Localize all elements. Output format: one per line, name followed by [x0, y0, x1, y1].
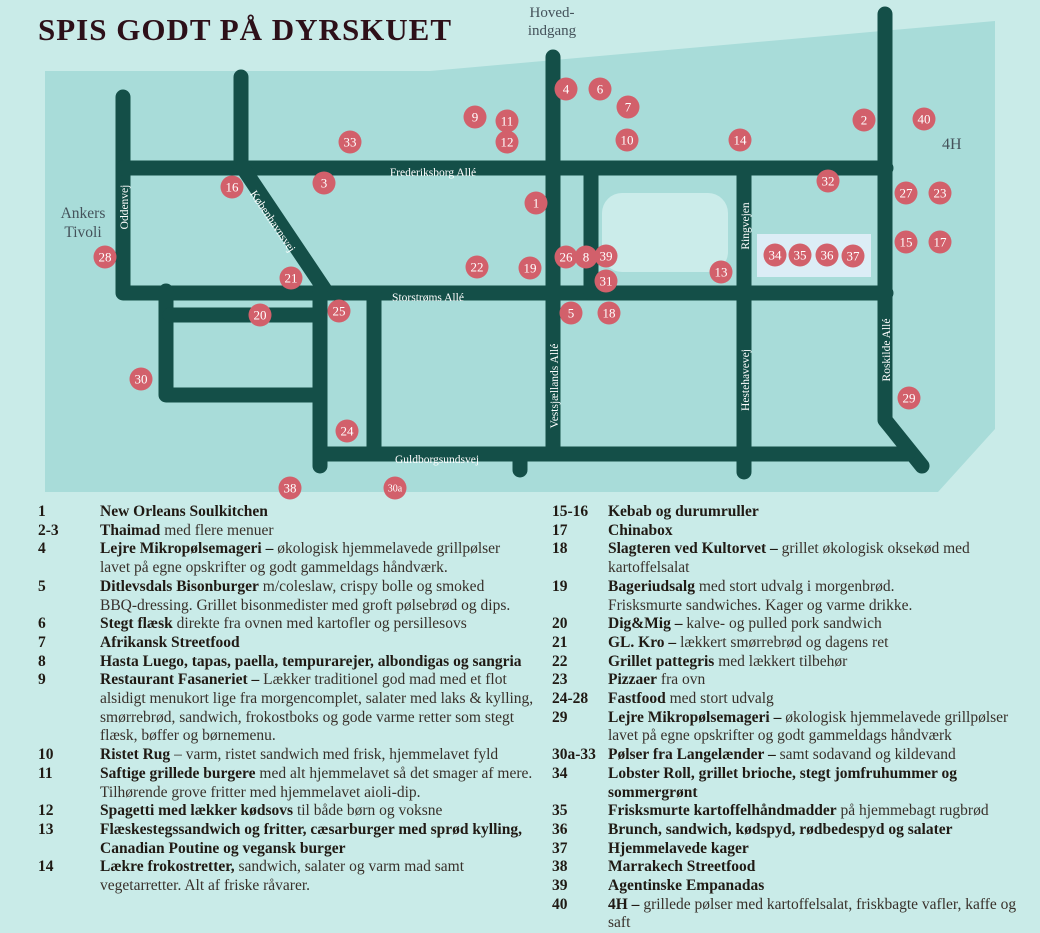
legend-text: Marrakech Streetfood: [608, 858, 756, 876]
legend-number: 13: [38, 820, 54, 838]
legend-row-1: [38, 503, 543, 522]
legend-column-left: [38, 503, 543, 896]
map-marker-23: [929, 182, 952, 205]
legend-row-24-28: [552, 690, 1030, 709]
marker-number: 5: [567, 305, 575, 321]
marker-number: 2: [860, 112, 868, 128]
legend-number: 14: [38, 858, 54, 876]
legend-text: Ristet Rug – varm, ristet sandwich med frisk, hjemmelavet fyld: [100, 746, 499, 764]
legend-number: 22: [552, 652, 568, 670]
marker-number: 12: [500, 134, 514, 150]
map-marker-16: [221, 176, 244, 199]
marker-number: 20: [253, 307, 267, 323]
map-marker-20: [249, 304, 272, 327]
legend-row-19: [552, 578, 1030, 615]
legend-number: 18: [552, 540, 568, 558]
map-marker-29: [898, 387, 921, 410]
legend-text: Kebab og durumruller: [608, 503, 759, 520]
legend-text: Lækre frokostretter, sandwich, salater og varm mad samt vegetarretter. Alt af friske råvarer.: [100, 858, 465, 895]
legend-row-7: [38, 634, 543, 653]
marker-number: 1: [532, 195, 540, 211]
marker-number: 32: [821, 173, 835, 189]
map-marker-12: [496, 131, 519, 154]
street-label-guldborgsundsvej: Guldborgsundsvej: [394, 454, 480, 467]
legend-row-29: [552, 709, 1030, 746]
marker-number: 11: [500, 113, 514, 129]
marker-number: 27: [899, 185, 913, 201]
legend-text: Slagteren ved Kultorvet – grillet økologisk oksekød med kartoffelsalat: [608, 540, 970, 577]
map-marker-8: [575, 246, 598, 269]
legend-text: Bageriudsalg med stort udvalg i morgenbrød. Frisksmurte sandwiches. Kager og varme drikke.: [608, 577, 913, 614]
legend-row-22: [552, 653, 1030, 672]
legend-number: 15-16: [552, 503, 589, 520]
marker-number: 4: [562, 81, 570, 97]
marker-number: 17: [933, 234, 947, 250]
map-marker-39: [595, 245, 618, 268]
legend-row-21: [552, 634, 1030, 653]
legend-number: 37: [552, 839, 568, 857]
marker-number: 6: [596, 81, 604, 97]
ankers-tivoli-label: [40, 204, 126, 242]
legend-number: 17: [552, 521, 568, 539]
legend-text: Stegt flæsk direkte fra ovnen med kartofler og persillesovs: [100, 615, 467, 633]
legend-number: 1: [38, 503, 46, 520]
marker-number: 35: [793, 247, 807, 263]
legend-row-17: [552, 522, 1030, 541]
legend-row-10: [38, 746, 543, 765]
map-marker-36: [816, 244, 839, 267]
map-marker-7: [617, 96, 640, 119]
marker-number: 8: [582, 249, 590, 265]
legend-number: 24-28: [552, 690, 589, 708]
marker-number: 39: [599, 248, 613, 264]
legend-number: 23: [552, 671, 568, 689]
legend-text: Brunch, sandwich, kødspyd, rødbedespyd og salater: [608, 820, 953, 838]
legend-text: Ditlevsdals Bisonburger m/coleslaw, crispy bolle og smoked BBQ-dressing. Grillet bisonmedister med groft pølsebrød og dips.: [100, 577, 511, 614]
legend-number: 5: [38, 577, 46, 595]
main-entrance-line1: Hoved-: [529, 5, 575, 21]
legend-number: 38: [552, 858, 568, 876]
marker-number: 10: [620, 132, 634, 148]
legend-number: 34: [552, 764, 568, 782]
marker-number: 26: [559, 249, 573, 265]
legend-text: Pizzaer fra ovn: [608, 671, 706, 689]
marker-number: 22: [470, 259, 484, 275]
street-label-vestsj-llands-all: Vestsjællands Allé: [549, 343, 562, 429]
legend-text: Afrikansk Streetfood: [100, 633, 240, 651]
map-marker-31: [595, 270, 618, 293]
street-label-k-benhavnsvej: Københavnsvej: [247, 188, 298, 255]
legend-number: 12: [38, 802, 54, 820]
ankers-tivoli-line1: Ankers: [60, 205, 106, 222]
marker-number: 9: [471, 109, 479, 125]
map-marker-35: [789, 244, 812, 267]
marker-number: 7: [624, 99, 632, 115]
marker-number: 19: [523, 260, 537, 276]
marker-number: 37: [846, 248, 860, 264]
marker-number: 25: [332, 303, 346, 319]
map-marker-32: [817, 170, 840, 193]
legend-row-34: [552, 765, 1030, 802]
legend-row-13: [38, 821, 543, 858]
marker-number: 21: [284, 270, 298, 286]
legend-number: 6: [38, 615, 46, 633]
street-label-oddenvej: Oddenvej: [119, 184, 132, 230]
legend-number: 36: [552, 820, 568, 838]
marker-number: 30a: [387, 483, 403, 495]
page-title: SPIS GODT PÅ DYRSKUET: [38, 12, 453, 47]
legend-row-4: [38, 540, 543, 577]
map-marker-9: [464, 106, 487, 129]
legend-number: 19: [552, 577, 568, 595]
map-marker-14: [729, 129, 752, 152]
map-marker-37: [842, 245, 865, 268]
legend-text: 4H – grillede pølser med kartoffelsalat, friskbagte vafler, kaffe og saft: [608, 895, 1017, 932]
legend-number: 40: [552, 895, 568, 913]
legend-text: Spagetti med lækker kødsovs til både børn og voksne: [100, 802, 443, 820]
legend-row-18: [552, 540, 1030, 577]
map-marker-4: [555, 78, 578, 101]
legend-text: Frisksmurte kartoffelhåndmadder på hjemmebagt rugbrød: [608, 802, 989, 820]
legend-row-14: [38, 858, 543, 895]
map-marker-26: [555, 246, 578, 269]
legend-number: 2-3: [38, 521, 59, 539]
legend-row-37: [552, 840, 1030, 859]
legend-row-8: [38, 653, 543, 672]
legend-row-9: [38, 671, 543, 746]
legend-row-5: [38, 578, 543, 615]
legend-text: GL. Kro – lækkert smørrebrød og dagens ret: [608, 633, 889, 651]
legend-row-40: [552, 896, 1030, 933]
legend-row-12: [38, 802, 543, 821]
marker-number: 15: [899, 234, 913, 250]
legend-number: 29: [552, 708, 568, 726]
map-marker-18: [598, 302, 621, 325]
legend-text: Dig&Mig – kalve- og pulled pork sandwich: [608, 615, 882, 633]
legend-number: 35: [552, 802, 568, 820]
street-label-storstr-ms-all: Storstrøms Allé: [392, 292, 464, 305]
main-entrance-line2: indgang: [527, 23, 577, 39]
legend-text: Pølser fra Langelænder – samt sodavand og kildevand: [608, 746, 956, 764]
legend-row-23: [552, 671, 1030, 690]
legend-number: 9: [38, 671, 46, 689]
legend-row-39: [552, 877, 1030, 896]
map-marker-13: [710, 261, 733, 284]
legend-text: Fastfood med stort udvalg: [608, 690, 774, 708]
marker-number: 16: [225, 179, 239, 195]
marker-number: 31: [599, 273, 613, 289]
marker-number: 40: [917, 111, 931, 127]
marker-number: 18: [602, 305, 616, 321]
map-marker-30: [130, 368, 153, 391]
legend-number: 10: [38, 746, 54, 764]
legend-text: Lejre Mikropølsemageri – økologisk hjemmelavede grillpølser lavet på egne opskrifter og godt gammeldags håndværk.: [100, 540, 501, 577]
legend-number: 8: [38, 652, 46, 670]
map-marker-34: [764, 244, 787, 267]
marker-number: 14: [733, 132, 747, 148]
map-marker-38: [279, 477, 302, 500]
legend-text: Agentinske Empanadas: [608, 877, 765, 895]
legend-number: 21: [552, 633, 568, 651]
lake: [599, 193, 728, 272]
map-marker-21: [280, 267, 303, 290]
marker-number: 28: [98, 249, 112, 265]
marker-number: 3: [320, 175, 328, 191]
legend-text: Grillet pattegris med lækkert tilbehør: [608, 652, 848, 670]
legend-text: Restaurant Fasaneriet – Lækker traditionel god mad med et flot alsidigt menukort lige fra morgencomplet, salater med laks & kylling, smørrebrød, sandwich, frokostboks og gode varme retter som stegt flæsk, bøffer og børnemenu.: [100, 671, 534, 745]
map-marker-1: [525, 192, 548, 215]
legend-text: Chinabox: [608, 521, 673, 539]
map-marker-5: [560, 302, 583, 325]
legend-number: 4: [38, 540, 46, 558]
legend-number: 20: [552, 615, 568, 633]
street-label-ringvejen: Ringvejen: [740, 202, 753, 250]
legend-row-20: [552, 615, 1030, 634]
map-marker-11: [496, 110, 519, 133]
legend-row-2-3: [38, 522, 543, 541]
map-marker-2: [853, 109, 876, 132]
map-marker-22: [466, 256, 489, 279]
street-label-hestehavevej: Hestehavevej: [740, 349, 753, 411]
legend-row-38: [552, 858, 1030, 877]
legend-text: Hjemmelavede kager: [608, 839, 749, 857]
legend-row-35: [552, 802, 1030, 821]
map-marker-40: [913, 108, 936, 131]
map-marker-27: [895, 182, 918, 205]
marker-number: 24: [340, 423, 354, 439]
area-4h-label: 4H: [942, 136, 962, 153]
legend-text: Hasta Luego, tapas, paella, tempurarejer, albondigas og sangria: [100, 652, 522, 670]
legend-row-11: [38, 765, 543, 802]
street-label-frederiksborg-all: Frederiksborg Allé: [389, 167, 477, 180]
marker-number: 30: [134, 371, 148, 387]
legend-row-15-16: [552, 503, 1030, 522]
legend-text: Saftige grillede burgere med alt hjemmelavet så det smager af mere. Tilhørende grove fritter med hjemmelavet aioli-dip.: [100, 764, 533, 801]
marker-number: 29: [902, 390, 916, 406]
map-marker-19: [519, 257, 542, 280]
map-marker-24: [336, 420, 359, 443]
map-marker-28: [94, 246, 117, 269]
legend-text: New Orleans Soulkitchen: [100, 503, 268, 520]
marker-number: 34: [768, 247, 782, 263]
map-marker-6: [589, 78, 612, 101]
legend-row-30a-33: [552, 746, 1030, 765]
map-marker-33: [339, 131, 362, 154]
marker-number: 38: [283, 480, 297, 496]
legend-row-6: [38, 615, 543, 634]
map-marker-10: [616, 129, 639, 152]
map-marker-3: [313, 172, 336, 195]
map-marker-25: [328, 300, 351, 323]
marker-number: 23: [933, 185, 947, 201]
legend-text: Thaimad med flere menuer: [100, 521, 274, 539]
map-marker-30a: [384, 477, 407, 500]
map-marker-15: [895, 231, 918, 254]
marker-number: 33: [343, 134, 357, 150]
map-marker-17: [929, 231, 952, 254]
street-label-roskilde-all: Roskilde Allé: [881, 318, 894, 382]
legend-number: 39: [552, 877, 568, 895]
legend-row-36: [552, 821, 1030, 840]
legend-number: 30a-33: [552, 746, 596, 764]
legend-column-right: [552, 503, 1030, 933]
legend-text: Lejre Mikropølsemageri – økologisk hjemmelavede grillpølser lavet på egne opskrifter og godt gammeldags håndværk: [608, 708, 1009, 745]
legend-number: 7: [38, 633, 46, 651]
marker-number: 36: [820, 247, 834, 263]
marker-number: 13: [714, 264, 728, 280]
legend-number: 11: [38, 764, 53, 782]
ankers-tivoli-line2: Tivoli: [64, 224, 102, 241]
legend-text: Lobster Roll, grillet brioche, stegt jomfruhummer og sommergrønt: [608, 764, 957, 801]
legend-text: Flæskestegssandwich og fritter, cæsarburger med sprød kylling, Canadian Poutine og vegansk burger: [100, 820, 522, 857]
